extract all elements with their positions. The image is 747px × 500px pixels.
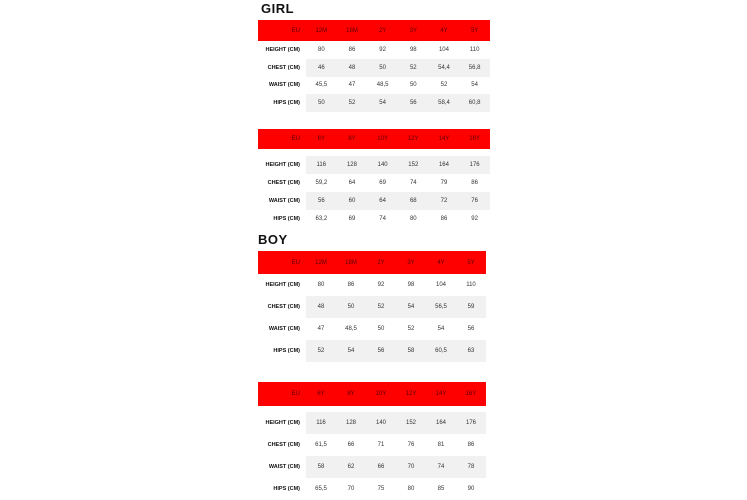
row-label: HIPS (CM) xyxy=(258,210,306,228)
measurement-cell: 54 xyxy=(459,77,490,95)
size-header-cell: 2Y xyxy=(366,251,396,274)
measurement-cell: 76 xyxy=(459,192,490,210)
eu-header-cell: EU xyxy=(258,129,306,149)
measurement-cell: 48,5 xyxy=(336,318,366,340)
measurement-cell: 116 xyxy=(306,412,336,434)
row-label: HEIGHT (CM) xyxy=(258,274,306,296)
measurement-cell: 80 xyxy=(306,274,336,296)
measurement-cell: 50 xyxy=(336,296,366,318)
measurement-cell: 50 xyxy=(367,59,398,77)
row-label: CHEST (CM) xyxy=(258,59,306,77)
row-label: HEIGHT (CM) xyxy=(258,156,306,174)
size-header-cell: 5Y xyxy=(459,20,490,41)
measurement-cell: 50 xyxy=(366,318,396,340)
table-row xyxy=(258,174,490,192)
measurement-cell: 54 xyxy=(336,340,366,362)
girl-size-table-2 xyxy=(258,129,490,228)
table-row xyxy=(258,94,490,112)
measurement-cell: 66 xyxy=(366,456,396,478)
measurement-cell: 70 xyxy=(396,456,426,478)
size-header-cell: 8Y xyxy=(336,382,366,406)
measurement-cell: 56 xyxy=(306,192,337,210)
measurement-cell: 54 xyxy=(367,94,398,112)
size-header-cell: 12Y xyxy=(398,129,429,149)
size-header-row xyxy=(258,251,486,274)
measurement-cell: 86 xyxy=(459,174,490,192)
table-row xyxy=(258,156,490,174)
measurement-cell: 86 xyxy=(429,210,460,228)
eu-header-cell: EU xyxy=(258,251,306,274)
measurement-cell: 54,4 xyxy=(429,59,460,77)
boy-size-table-1 xyxy=(258,251,486,362)
size-header-cell: 12Y xyxy=(396,382,426,406)
measurement-cell: 110 xyxy=(459,41,490,59)
boy-heading: BOY xyxy=(258,232,288,247)
measurement-cell: 50 xyxy=(306,94,337,112)
measurement-cell: 85 xyxy=(426,478,456,500)
spacer-row xyxy=(258,149,490,156)
table-row xyxy=(258,434,486,456)
measurement-cell: 48,5 xyxy=(367,77,398,95)
measurement-cell: 61,5 xyxy=(306,434,336,456)
measurement-cell: 80 xyxy=(398,210,429,228)
table-row xyxy=(258,274,486,296)
measurement-cell: 71 xyxy=(366,434,396,456)
measurement-cell: 81 xyxy=(426,434,456,456)
measurement-cell: 60,5 xyxy=(426,340,456,362)
measurement-cell: 164 xyxy=(426,412,456,434)
size-header-cell: 10Y xyxy=(366,382,396,406)
measurement-cell: 68 xyxy=(398,192,429,210)
measurement-cell: 62 xyxy=(336,456,366,478)
size-header-cell: 16Y xyxy=(456,382,486,406)
row-label: CHEST (CM) xyxy=(258,434,306,456)
row-label: WAIST (CM) xyxy=(258,192,306,210)
measurement-cell: 176 xyxy=(456,412,486,434)
measurement-cell: 58,4 xyxy=(429,94,460,112)
size-header-cell: 3Y xyxy=(398,20,429,41)
size-header-cell: 14Y xyxy=(429,129,460,149)
row-label: HEIGHT (CM) xyxy=(258,41,306,59)
size-header-cell: 3Y xyxy=(396,251,426,274)
measurement-cell: 59 xyxy=(456,296,486,318)
measurement-cell: 128 xyxy=(337,156,368,174)
table-row xyxy=(258,41,490,59)
size-header-cell: 6Y xyxy=(306,129,337,149)
row-label: WAIST (CM) xyxy=(258,456,306,478)
row-label: HIPS (CM) xyxy=(258,478,306,500)
measurement-cell: 52 xyxy=(396,318,426,340)
measurement-cell: 152 xyxy=(396,412,426,434)
row-label: CHEST (CM) xyxy=(258,296,306,318)
measurement-cell: 104 xyxy=(426,274,456,296)
size-header-cell: 18M xyxy=(336,251,366,274)
measurement-cell: 92 xyxy=(459,210,490,228)
measurement-cell: 176 xyxy=(459,156,490,174)
size-header-row xyxy=(258,129,490,149)
measurement-cell: 74 xyxy=(426,456,456,478)
measurement-cell: 56,5 xyxy=(426,296,456,318)
size-header-cell: 14Y xyxy=(426,382,456,406)
measurement-cell: 79 xyxy=(429,174,460,192)
row-label: HIPS (CM) xyxy=(258,94,306,112)
measurement-cell: 63,2 xyxy=(306,210,337,228)
table-row xyxy=(258,340,486,362)
measurement-cell: 54 xyxy=(396,296,426,318)
measurement-cell: 86 xyxy=(336,274,366,296)
girl-size-table-1 xyxy=(258,20,490,112)
table-row xyxy=(258,59,490,77)
measurement-cell: 80 xyxy=(306,41,337,59)
measurement-cell: 46 xyxy=(306,59,337,77)
measurement-cell: 104 xyxy=(429,41,460,59)
measurement-cell: 64 xyxy=(337,174,368,192)
measurement-cell: 69 xyxy=(367,174,398,192)
measurement-cell: 50 xyxy=(398,77,429,95)
row-label: WAIST (CM) xyxy=(258,77,306,95)
eu-header-cell: EU xyxy=(258,382,306,406)
measurement-cell: 140 xyxy=(367,156,398,174)
measurement-cell: 60,8 xyxy=(459,94,490,112)
measurement-cell: 48 xyxy=(337,59,368,77)
size-header-cell: 4Y xyxy=(429,20,460,41)
size-header-cell: 10Y xyxy=(367,129,398,149)
measurement-cell: 78 xyxy=(456,456,486,478)
measurement-cell: 164 xyxy=(429,156,460,174)
measurement-cell: 76 xyxy=(396,434,426,456)
size-header-cell: 4Y xyxy=(426,251,456,274)
row-label: CHEST (CM) xyxy=(258,174,306,192)
eu-header-cell: EU xyxy=(258,20,306,41)
size-header-cell: 12M xyxy=(306,251,336,274)
measurement-cell: 65,5 xyxy=(306,478,336,500)
measurement-cell: 98 xyxy=(396,274,426,296)
measurement-cell: 45,5 xyxy=(306,77,337,95)
measurement-cell: 80 xyxy=(396,478,426,500)
table-row xyxy=(258,456,486,478)
measurement-cell: 56,8 xyxy=(459,59,490,77)
measurement-cell: 52 xyxy=(366,296,396,318)
size-header-row xyxy=(258,382,486,406)
measurement-cell: 98 xyxy=(398,41,429,59)
measurement-cell: 63 xyxy=(456,340,486,362)
row-label: HIPS (CM) xyxy=(258,340,306,362)
size-header-row xyxy=(258,20,490,41)
measurement-cell: 52 xyxy=(398,59,429,77)
girl-heading: GIRL xyxy=(261,1,295,16)
size-header-cell: 8Y xyxy=(337,129,368,149)
measurement-cell: 152 xyxy=(398,156,429,174)
table-row xyxy=(258,318,486,340)
measurement-cell: 70 xyxy=(336,478,366,500)
size-header-cell: 5Y xyxy=(456,251,486,274)
measurement-cell: 59,2 xyxy=(306,174,337,192)
measurement-cell: 69 xyxy=(337,210,368,228)
measurement-cell: 74 xyxy=(367,210,398,228)
table-row xyxy=(258,412,486,434)
measurement-cell: 110 xyxy=(456,274,486,296)
measurement-cell: 92 xyxy=(366,274,396,296)
measurement-cell: 116 xyxy=(306,156,337,174)
measurement-cell: 86 xyxy=(456,434,486,456)
measurement-cell: 60 xyxy=(337,192,368,210)
measurement-cell: 74 xyxy=(398,174,429,192)
measurement-cell: 54 xyxy=(426,318,456,340)
table-row xyxy=(258,478,486,500)
row-label: HEIGHT (CM) xyxy=(258,412,306,434)
measurement-cell: 86 xyxy=(337,41,368,59)
table-row xyxy=(258,210,490,228)
table-row xyxy=(258,296,486,318)
measurement-cell: 48 xyxy=(306,296,336,318)
measurement-cell: 92 xyxy=(367,41,398,59)
measurement-cell: 58 xyxy=(306,456,336,478)
measurement-cell: 72 xyxy=(429,192,460,210)
measurement-cell: 52 xyxy=(429,77,460,95)
table-row xyxy=(258,192,490,210)
measurement-cell: 47 xyxy=(306,318,336,340)
measurement-cell: 56 xyxy=(456,318,486,340)
size-header-cell: 18M xyxy=(337,20,368,41)
measurement-cell: 56 xyxy=(366,340,396,362)
measurement-cell: 52 xyxy=(337,94,368,112)
measurement-cell: 90 xyxy=(456,478,486,500)
size-header-cell: 12M xyxy=(306,20,337,41)
row-label: WAIST (CM) xyxy=(258,318,306,340)
size-header-cell: 6Y xyxy=(306,382,336,406)
measurement-cell: 52 xyxy=(306,340,336,362)
measurement-cell: 47 xyxy=(337,77,368,95)
measurement-cell: 128 xyxy=(336,412,366,434)
measurement-cell: 75 xyxy=(366,478,396,500)
measurement-cell: 56 xyxy=(398,94,429,112)
table-row xyxy=(258,77,490,95)
measurement-cell: 64 xyxy=(367,192,398,210)
size-header-cell: 16Y xyxy=(459,129,490,149)
size-header-cell: 2Y xyxy=(367,20,398,41)
boy-size-table-2 xyxy=(258,382,486,500)
measurement-cell: 66 xyxy=(336,434,366,456)
measurement-cell: 58 xyxy=(396,340,426,362)
measurement-cell: 140 xyxy=(366,412,396,434)
